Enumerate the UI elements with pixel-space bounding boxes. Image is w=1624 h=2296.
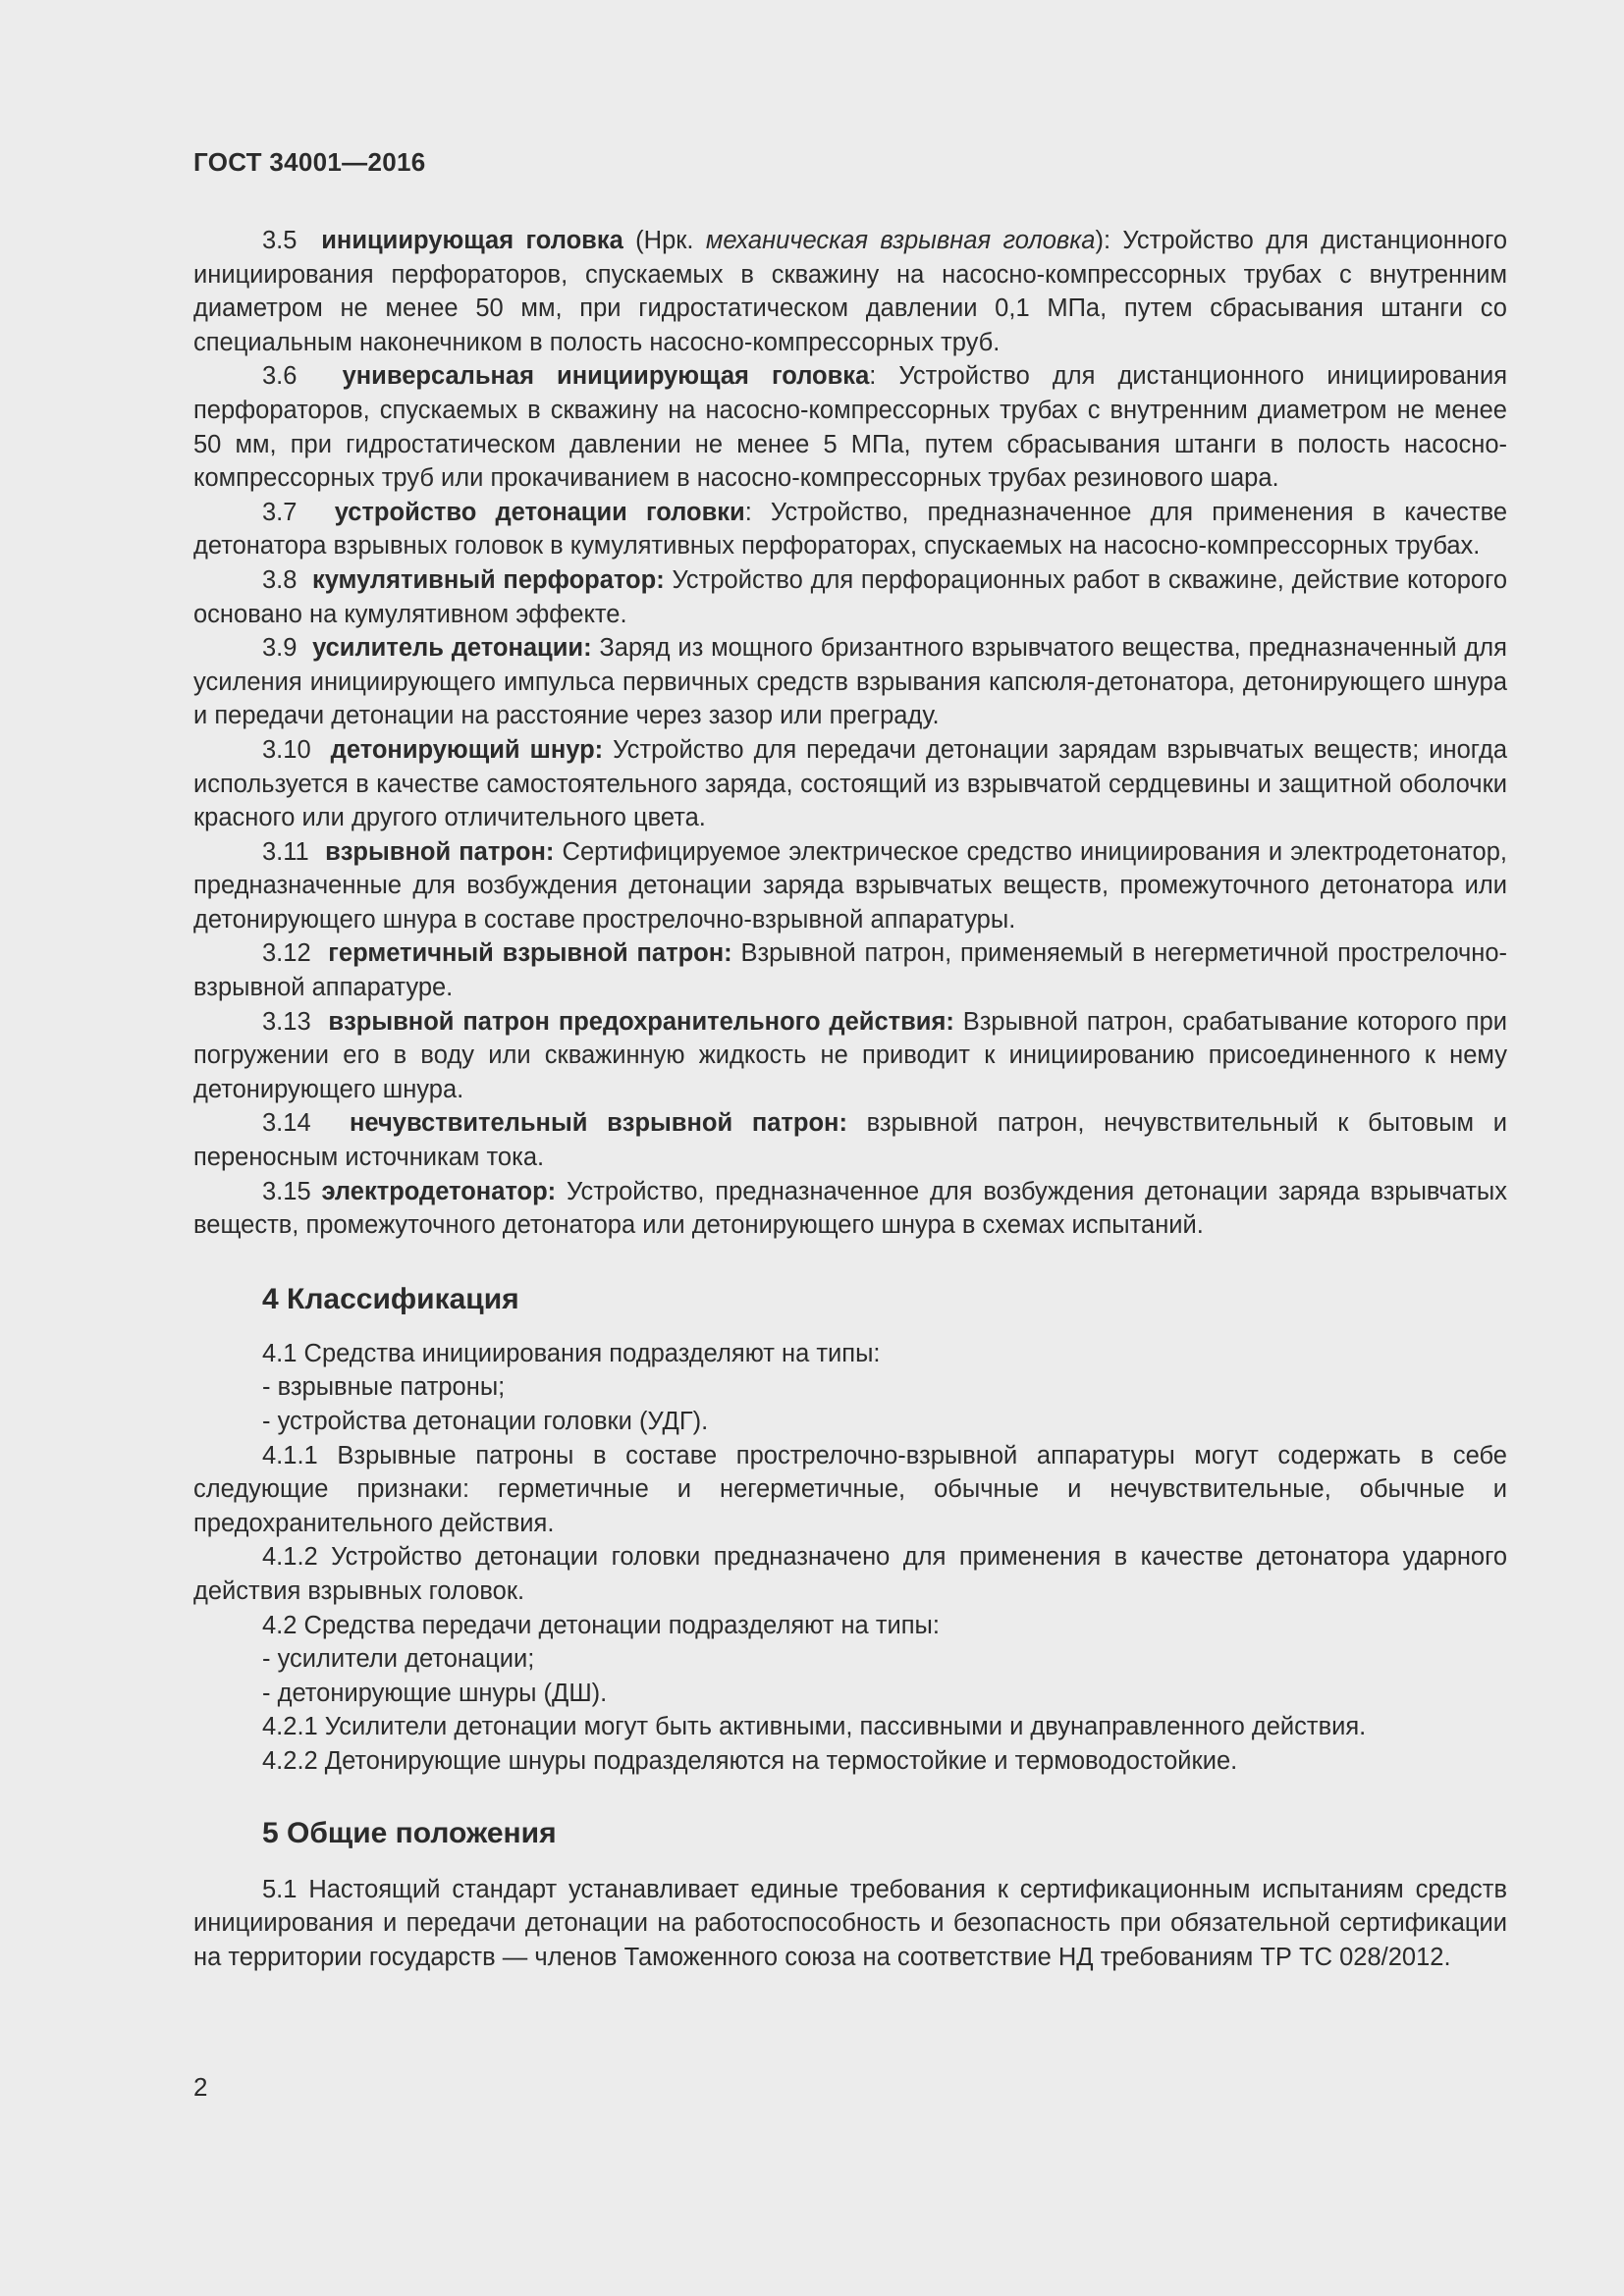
term-definition (193, 936, 1507, 1004)
clause-4-2: 4.2 Средства передачи детонации подразделяют на типы: (262, 1611, 940, 1639)
term-text: Сертифицируемое электрическое средство инициирования и электродетонатор, предназначенные для возбуждения детонации заряда взрывчатых веществ, промежуточного детонатора или детонирующего шнура в составе прострелочно-взрывной аппаратуры. (193, 837, 1507, 934)
term-name: взрывной патрон: (325, 837, 555, 866)
terms-list (193, 224, 1507, 1243)
list-item: - детонирующие шнуры (ДШ). (262, 1679, 608, 1707)
document-id-header: ГОСТ 34001—2016 (193, 147, 426, 177)
term-definition (193, 1106, 1507, 1174)
term-number: 3.6 (262, 362, 298, 391)
term-text: Устройство для перфорационных работ в скважине, действие которого основано на кумулятивном эффекте. (193, 565, 1507, 628)
clause-4-2-2: 4.2.2 Детонирующие шнуры подразделяются на термостойкие и термоводостойкие. (262, 1746, 1238, 1775)
term-text: Взрывной патрон, применяемый в негерметичной прострелочно-взрывной аппаратуре. (193, 939, 1508, 1002)
term-definition (193, 563, 1507, 631)
term-number: 3.14 (262, 1109, 311, 1138)
term-name: нечувствительный взрывной патрон: (350, 1109, 847, 1138)
term-name: герметичный взрывной патрон: (328, 939, 732, 968)
term-definition (193, 1005, 1507, 1107)
term-deprecated-name: механическая взрывная головка (705, 227, 1096, 254)
term-text: Устройство для передачи детонации зарядам взрывчатых веществ; иногда используется в качестве самостоятельного заряда, состоящий из взрывчатой сердцевины и защитной оболочки красного или другого отличительного цвета. (193, 735, 1508, 832)
term-number: 3.8 (262, 565, 298, 594)
term-text: Устройство, предназначенное для возбуждения детонации заряда взрывчатых веществ, промежуточного детонатора или детонирующего шнура в схемах испытаний. (193, 1177, 1508, 1240)
term-definition (193, 631, 1507, 733)
term-number: 3.15 (262, 1177, 311, 1205)
clause-5-1: 5.1 Настоящий стандарт устанавливает единые требования к сертификационным испытаниям средств инициирования и передачи детонации на работоспособность и безопасность при обязательной сертификации на территории государств — членов Таможенного союза на соответствие НД требованиям ТР ТС 028/2012. (193, 1875, 1507, 1971)
term-name: устройство детонации головки (334, 498, 745, 526)
term-text: Взрывной патрон, срабатывание которого при погружении его в воду или скважинную жидкость не приводит к инициированию присоединенного к нему детонирующего шнура. (193, 1007, 1508, 1103)
term-text: : Устройство, предназначенное для применения в качестве детонатора взрывных головок в кумулятивных перфораторах, спускаемых на насосно-компрессорных трубах. (193, 498, 1508, 561)
term-name: кумулятивный перфоратор: (311, 565, 665, 594)
term-definition (193, 496, 1507, 563)
term-definition (193, 1175, 1507, 1243)
term-number: 3.10 (262, 735, 311, 764)
term-name: взрывной патрон предохранительного действия: (328, 1007, 954, 1036)
page-number: 2 (193, 2072, 208, 2102)
term-name: универсальная инициирующая головка (342, 362, 870, 391)
term-number: 3.5 (262, 227, 298, 254)
term-number: 3.11 (262, 837, 309, 866)
term-definition (193, 835, 1507, 937)
term-text: : Устройство для дистанционного инициирования перфораторов, спускаемых в скважину на насосно-компрессорных трубах с внутренним диаметром не менее 50 мм, при гидростатическом давлении не менее 5 МПа, путем сбрасывания штанги в полость насосно-компрессорных труб или прокачиванием в насосно-компрессорных трубах резинового шара. (193, 362, 1508, 493)
term-name: электродетонатор: (321, 1177, 557, 1205)
term-number: 3.12 (262, 939, 311, 968)
term-text: Заряд из мощного бризантного взрывчатого вещества, предназначенный для усиления инициирующего импульса первичных средств взрывания капсюля-детонатора, детонирующего шнура и передачи детонации на расстояние через зазор или преграду. (193, 634, 1507, 730)
clause-4-1-2: 4.1.2 Устройство детонации головки предназначено для применения в качестве детонатора ударного действия взрывных головок. (193, 1543, 1507, 1605)
list-item: - усилители детонации; (262, 1645, 535, 1674)
clause-4-1-1: 4.1.1 Взрывные патроны в составе прострелочно-взрывной аппаратуры могут содержать в себе следующие признаки: герметичные и негерметичные, обычные и нечувствительные, обычные и предохранительного действия. (193, 1441, 1507, 1537)
section-5-title: 5 Общие положения (262, 1816, 557, 1849)
clause-4-2-1: 4.2.1 Усилители детонации могут быть активными, пассивными и двунаправленного действия. (262, 1713, 1367, 1741)
section-4-title: 4 Классификация (262, 1282, 519, 1315)
term-number: 3.13 (262, 1007, 311, 1036)
term-text: взрывной патрон, нечувствительный к бытовым и переносным источникам тока. (193, 1109, 1507, 1172)
list-item: - взрывные патроны; (262, 1373, 506, 1402)
term-name: детонирующий шнур: (330, 735, 604, 764)
term-definition (193, 733, 1507, 835)
document-body (193, 224, 1507, 1974)
term-name: инициирующая головка (321, 227, 623, 254)
list-item: - устройства детонации головки (УДГ). (262, 1408, 709, 1435)
term-name: усилитель детонации: (312, 634, 592, 663)
clause-4-1: 4.1 Средства инициирования подразделяют на типы: (262, 1339, 881, 1367)
term-definition (193, 224, 1507, 359)
term-number: 3.7 (262, 498, 298, 526)
term-note-prefix: (Нрк. (623, 227, 706, 254)
term-definition (193, 359, 1507, 495)
term-number: 3.9 (262, 634, 298, 663)
term-text: ): Устройство для дистанционного инициирования перфораторов, спускаемых в скважину на насосно-компрессорных трубах с внутренним диаметром не менее 50 мм, при гидростатическом давлении 0,1 МПа, путем сбрасывания штанги со специальным наконечником в полость насосно-компрессорных труб. (193, 227, 1508, 356)
